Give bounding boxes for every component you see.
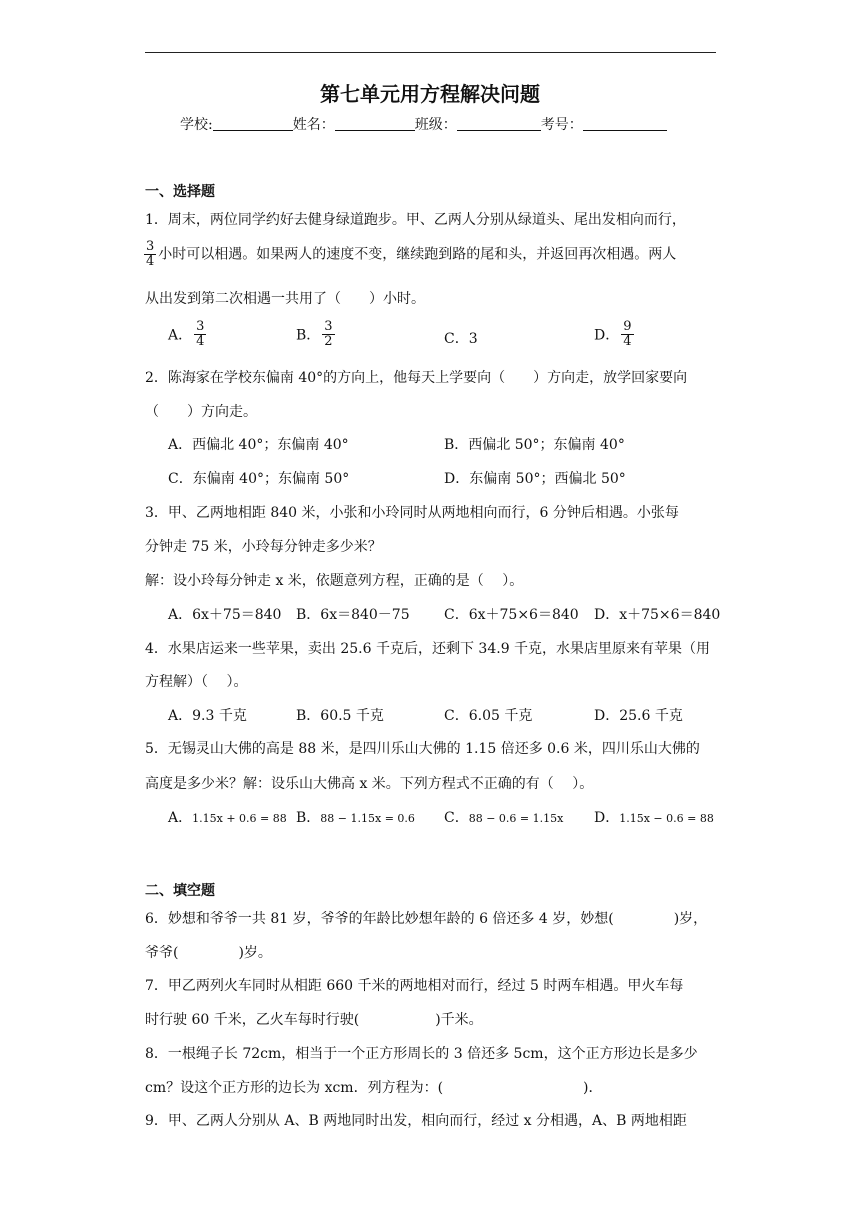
- q5-option-c[interactable]: C．88 − 0.6 = 1.15x: [444, 810, 564, 826]
- q2-option-c[interactable]: C．东偏南 40°；东偏南 50°: [168, 471, 350, 487]
- q4-line2: 方程解）（ ）。: [145, 674, 248, 690]
- name-blank[interactable]: [335, 116, 415, 131]
- q6-line2: 爷爷( )岁。: [145, 945, 272, 961]
- q5-line1: 5．无锡灵山大佛的高是 88 米，是四川乐山大佛的 1.15 倍还多 0.6 米，四川乐山大佛的: [145, 741, 700, 757]
- q4-option-a[interactable]: A．9.3 千克: [168, 708, 247, 724]
- q7-line1: 7．甲乙两列火车同时从相距 660 千米的两地相对而行，经过 5 时两车相遇。甲火车每: [145, 978, 684, 994]
- q7-line2: 时行驶 60 千米，乙火车每时行驶( )千米。: [145, 1012, 483, 1028]
- q3-option-a[interactable]: A．6x＋75＝840: [168, 607, 282, 623]
- q5-option-d[interactable]: D．1.15x − 0.6 = 88: [594, 810, 714, 826]
- class-label: 班级：: [414, 117, 457, 133]
- q8-line1: 8．一根绳子长 72cm，相当于一个正方形周长的 3 倍还多 5cm，这个正方形边长是多少: [145, 1046, 698, 1062]
- q3-option-d[interactable]: D．x＋75×6＝840: [594, 607, 721, 623]
- header-rule: [145, 52, 716, 53]
- q3-option-b[interactable]: B．6x＝840－75: [296, 607, 410, 623]
- q5-option-b[interactable]: B．88 − 1.15x = 0.6: [296, 810, 415, 826]
- exam-no-label: 考号：: [540, 117, 583, 133]
- q4-line1: 4．水果店运来一些苹果，卖出 25.6 千克后，还剩下 34.9 千克，水果店里原来有苹果（用: [145, 641, 711, 657]
- section-choice-heading: 一、选择题: [145, 184, 215, 200]
- q3-line1: 3．甲、乙两地相距 840 米，小张和小玲同时从两地相向而行，6 分钟后相遇。小张每: [145, 505, 679, 521]
- student-info-row: [180, 114, 667, 134]
- section-fill-heading: 二、填空题: [145, 883, 215, 899]
- page-title: 第七单元用方程解决问题: [320, 82, 540, 106]
- q2-option-a[interactable]: A．西偏北 40°；东偏南 40°: [168, 437, 349, 453]
- q1-option-c[interactable]: C．3: [444, 331, 478, 347]
- q3-line2: 分钟走 75 米，小玲每分钟走多少米？: [145, 539, 382, 555]
- q8-line2: cm？设这个正方形的边长为 xcm．列方程为：( )．: [145, 1080, 603, 1096]
- q1-option-d[interactable]: D． $\frac{9}{4}$: [594, 319, 632, 349]
- name-label: 姓名：: [292, 117, 335, 133]
- q4-option-b[interactable]: B．60.5 千克: [296, 708, 384, 724]
- class-blank[interactable]: [457, 116, 541, 131]
- q1-option-b[interactable]: B． $\frac{3}{2}$: [296, 319, 333, 349]
- q1-fraction: $\frac{3}{4}$: [146, 239, 155, 269]
- q9-line1: 9．甲、乙两人分别从 A、B 两地同时出发，相向而行，经过 x 分相遇，A、B 两地相距: [145, 1113, 687, 1129]
- q4-option-d[interactable]: D．25.6 千克: [594, 708, 683, 724]
- q5-line2: 高度是多少米？解：设乐山大佛高 x 米。下列方程式不正确的有（ ）。: [145, 776, 594, 792]
- exam-no-blank[interactable]: [583, 116, 667, 131]
- q1-line1: 1．周末，两位同学约好去健身绿道跑步。甲、乙两人分别从绿道头、尾出发相向而行，: [145, 212, 686, 228]
- q6-line1: 6．妙想和爷爷一共 81 岁，爷爷的年龄比妙想年龄的 6 倍还多 4 岁，妙想( )岁，: [145, 911, 708, 927]
- q1-line3: 从出发到第二次相遇一共用了（ ）小时。: [145, 291, 425, 307]
- q2-option-b[interactable]: B．西偏北 50°；东偏南 40°: [444, 437, 625, 453]
- q2-option-d[interactable]: D．东偏南 50°；西偏北 50°: [444, 471, 626, 487]
- q5-option-a[interactable]: A．1.15x + 0.6 = 88: [168, 810, 287, 826]
- q1-line2: $\frac{3}{4}$ 小时可以相遇。如果两人的速度不变，继续跑到路的尾和头，并返回再次相遇。两人: [146, 239, 677, 269]
- school-blank[interactable]: [213, 116, 293, 131]
- q4-option-c[interactable]: C．6.05 千克: [444, 708, 533, 724]
- school-label: 学校:: [180, 117, 213, 133]
- q2-line2: （ ）方向走。: [145, 404, 257, 420]
- q3-option-c[interactable]: C．6x＋75×6＝840: [444, 607, 579, 623]
- q3-line3: 解：设小玲每分钟走 x 米，依题意列方程，正确的是（ ）。: [145, 573, 524, 589]
- q2-line1: 2．陈海家在学校东偏南 40°的方向上，他每天上学要向（ ）方向走，放学回家要向: [145, 370, 688, 386]
- q1-option-a[interactable]: A． $\frac{3}{4}$: [168, 319, 205, 349]
